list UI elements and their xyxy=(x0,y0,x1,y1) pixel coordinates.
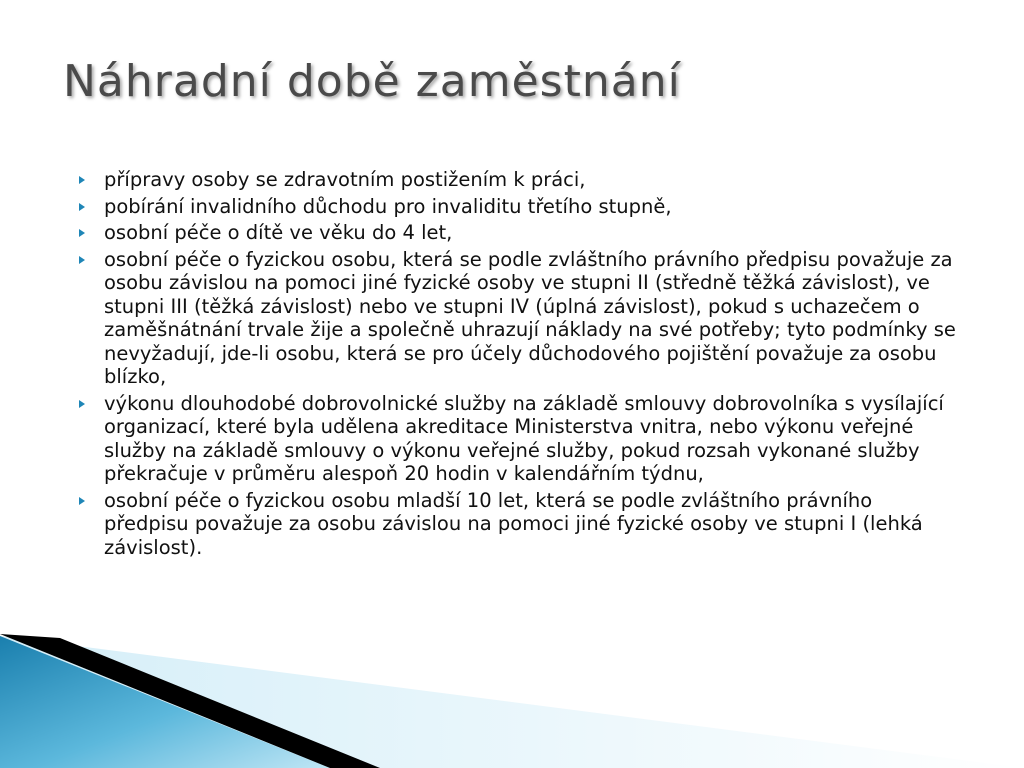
bullet-text: osobní péče o fyzickou osobu mladší 10 let, která se podle zvláštního právního předpisu považuje za osobu závislou na pomoci jiné fyzické osoby ve stupni I (lehká závislost). xyxy=(104,488,923,559)
bullet-text: výkonu dlouhodobé dobrovolnické služby na základě smlouvy dobrovolníka s vysílající organizací, které byla udělena akreditace Ministerstva vnitra, nebo výkonu veřejné služby na základě smlouvy o výkonu veřejné služby, pokud rozsah vykonané služby překračuje v průměru alespoň 20 hodin v kalendářním týdnu, xyxy=(104,391,944,485)
list-item xyxy=(76,168,956,192)
triangle-right-icon xyxy=(79,497,85,505)
triangle-right-icon xyxy=(79,400,85,408)
triangle-right-icon xyxy=(79,176,85,184)
bullet-text: osobní péče o dítě ve věku do 4 let, xyxy=(104,221,453,244)
triangle-right-icon xyxy=(79,229,85,237)
bullet-text: osobní péče o fyzickou osobu, která se podle zvláštního právního předpisu považuje za osobu závislou na pomoci jiné fyzické osoby ve stupni II (středně těžká závislost), ve stupni III (těžká závislost) nebo ve stupni IV (úplná závislost), pokud s uchazečem o zaměšnátnání trvale žije a společně uhrazují náklady na své potřeby; tyto podmínky se nevyžadují, jde-li osobu, která se pro účely důchodového pojištění považuje za osobu blízko, xyxy=(104,247,956,388)
bullet-list xyxy=(76,168,956,559)
list-item xyxy=(76,392,956,486)
bullet-text: přípravy osoby se zdravotním postižením k práci, xyxy=(104,168,586,191)
list-item xyxy=(76,221,956,245)
bullet-text: pobírání invalidního důchodu pro invaliditu třetího stupně, xyxy=(104,194,672,218)
slide-content xyxy=(76,168,956,562)
list-item xyxy=(76,195,956,219)
slide-title: Náhradní době zaměstnání xyxy=(63,56,681,107)
triangle-right-icon xyxy=(79,256,85,264)
corner-decoration xyxy=(0,628,1024,768)
list-item xyxy=(76,248,956,389)
list-item xyxy=(76,489,956,560)
triangle-right-icon xyxy=(79,203,85,211)
